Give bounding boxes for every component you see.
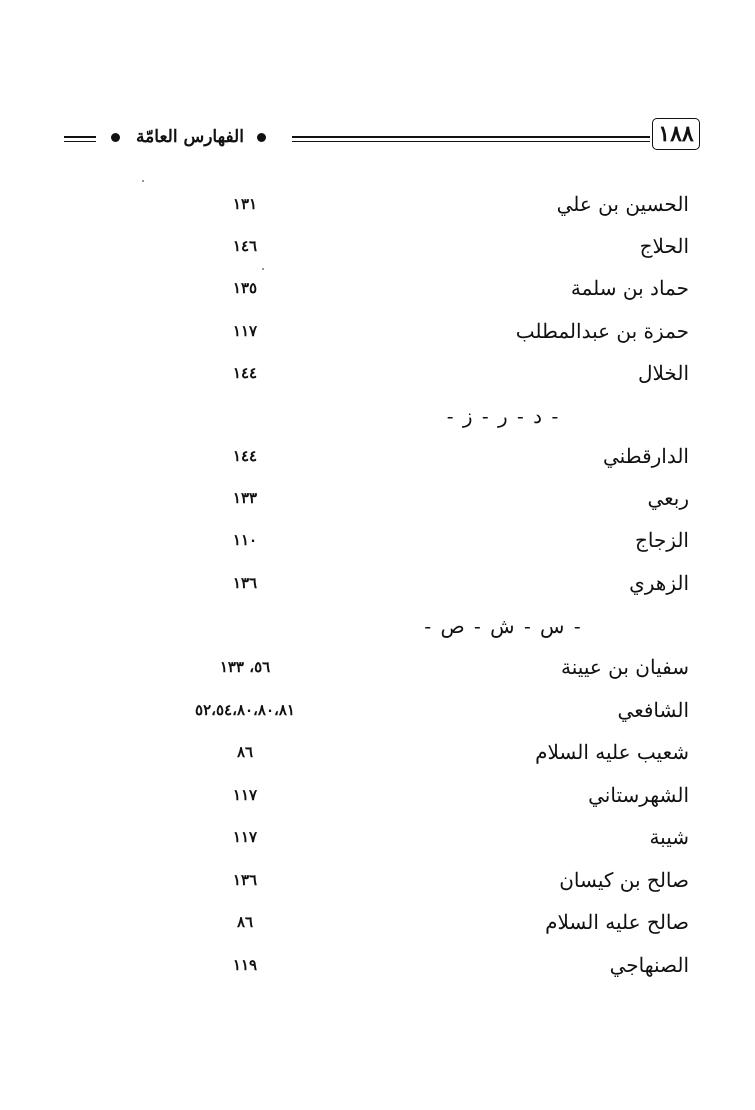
entry-name: ربعي — [647, 486, 689, 510]
entry-page-numbers: ٥٦، ١٣٣ — [219, 658, 271, 676]
header-rule-left — [64, 136, 96, 142]
entry-name: حمزة بن عبدالمطلب — [515, 319, 689, 343]
section-title: الفهارس العامّة — [136, 127, 244, 147]
entry-name: صالح عليه السلام — [545, 910, 689, 934]
index-entry — [0, 647, 755, 687]
entry-page-numbers: ١٣٥ — [232, 279, 258, 297]
entry-name: الزهري — [629, 571, 689, 595]
entry-page-numbers: ٥٢،٥٤،٨٠،٨٠،٨١ — [195, 701, 295, 719]
entry-page-numbers: ١٣٦ — [232, 871, 258, 889]
entry-page-numbers: ١١٧ — [232, 828, 258, 846]
index-entry — [0, 945, 755, 985]
entry-page-numbers: ١٣١ — [232, 195, 258, 213]
entry-page-numbers: ١٤٤ — [232, 447, 258, 465]
entry-page-numbers: ١١٧ — [232, 322, 258, 340]
entry-name: سفيان بن عيينة — [561, 655, 689, 679]
entry-name: الشهرستاني — [588, 783, 689, 807]
index-entry — [0, 478, 755, 518]
entry-name: حماد بن سلمة — [570, 276, 689, 300]
index-entry — [0, 311, 755, 351]
entry-page-numbers: ١١٠ — [232, 531, 258, 549]
entry-name: الزجاج — [634, 528, 689, 552]
entry-page-numbers: ١١٧ — [232, 786, 258, 804]
index-entry — [0, 690, 755, 730]
entry-page-numbers: ١٣٦ — [232, 574, 258, 592]
header-rule-right — [292, 136, 650, 142]
bullet-left — [111, 133, 120, 142]
index-entry — [0, 436, 755, 476]
index-entry — [0, 732, 755, 772]
index-entry — [0, 268, 755, 308]
entry-name: الدارقطني — [602, 444, 689, 468]
entry-page-numbers: ١٣٣ — [232, 489, 258, 507]
index-entry — [0, 353, 755, 393]
entry-page-numbers: ٨٦ — [236, 913, 254, 931]
index-entry — [0, 775, 755, 815]
index-entry — [0, 184, 755, 224]
entry-page-numbers: ١٤٤ — [232, 364, 258, 382]
letter-group-label: - د - ر - ز - — [446, 404, 559, 428]
letter-group-heading — [0, 606, 755, 646]
index-entry — [0, 817, 755, 857]
index-entry — [0, 520, 755, 560]
entry-name: الخلال — [637, 361, 689, 385]
entry-name: الشافعي — [617, 698, 689, 722]
bullet-right — [257, 133, 266, 142]
entry-name: شعيب عليه السلام — [535, 740, 689, 764]
entry-name: الحلاج — [639, 234, 689, 258]
page-number: ١٨٨ — [652, 118, 700, 150]
index-entry — [0, 860, 755, 900]
letter-group-heading — [0, 396, 755, 436]
entry-page-numbers: ١٤٦ — [232, 237, 258, 255]
entry-name: الصنهاجي — [609, 953, 689, 977]
index-entry — [0, 902, 755, 942]
entry-name: الحسين بن علي — [556, 192, 689, 216]
entry-name: شيبة — [649, 825, 689, 849]
print-speck — [142, 180, 144, 182]
entry-page-numbers: ٨٦ — [236, 743, 254, 761]
entry-page-numbers: ١١٩ — [232, 956, 258, 974]
index-entry — [0, 563, 755, 603]
index-entry — [0, 226, 755, 266]
running-header — [0, 112, 755, 156]
entry-name: صالح بن كيسان — [559, 868, 689, 892]
letter-group-label: - س - ش - ص - — [424, 614, 581, 638]
